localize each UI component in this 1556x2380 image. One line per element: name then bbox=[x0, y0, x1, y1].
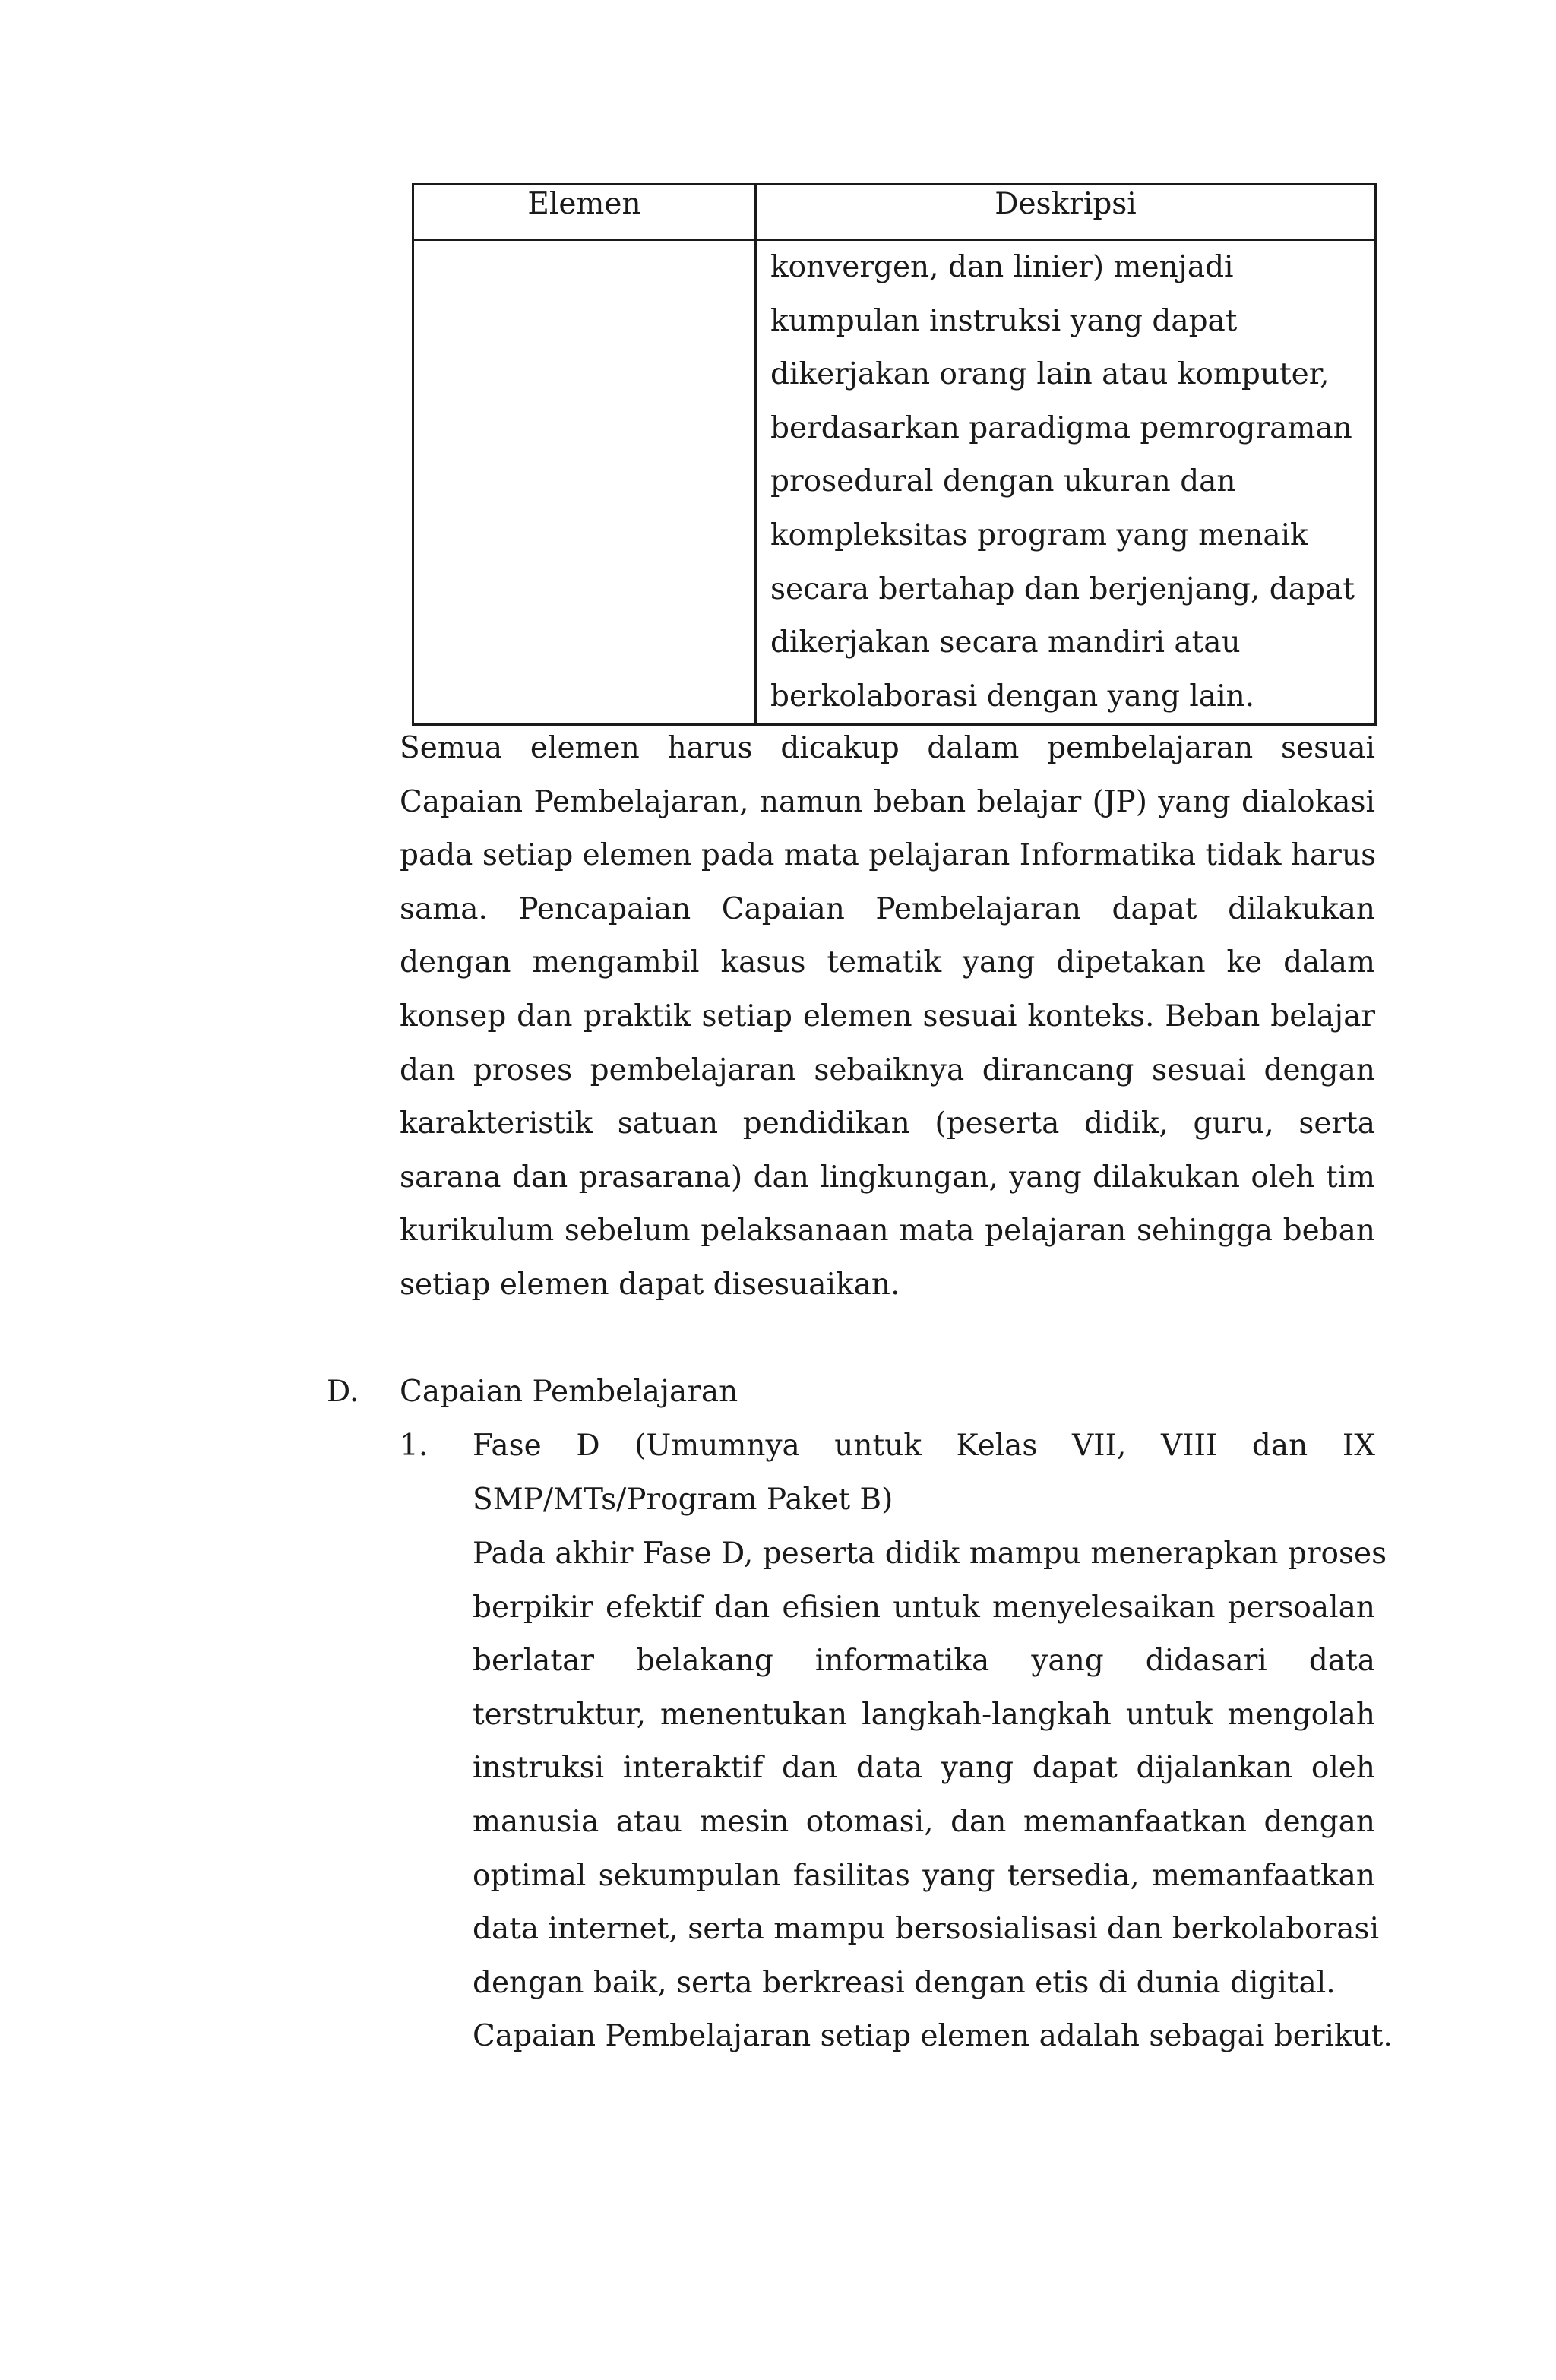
item-title-line: SMP/MTs/Program Paket B) bbox=[473, 1482, 893, 1517]
deskripsi-line: berdasarkan paradigma pemrograman bbox=[770, 410, 1352, 445]
paragraph-line: Pada akhir Fase D, peserta didik mampu menerapkan proses bbox=[473, 1537, 1387, 1571]
paragraph-line: kurikulum sebelum pelaksanaan mata pelajaran sehingga beban bbox=[400, 1214, 1375, 1249]
item-title bbox=[473, 1419, 1375, 1527]
paragraph-line: setiap elemen dapat disesuaikan. bbox=[400, 1267, 900, 1302]
section-d-heading bbox=[327, 1366, 1390, 1419]
deskripsi-line: kompleksitas program yang menaik bbox=[770, 517, 1308, 552]
paragraph-line: dan proses pembelajaran sebaiknya dirancang sesuai dengan bbox=[400, 1052, 1375, 1087]
closing-line: Capaian Pembelajaran setiap elemen adalah sebagai berikut. bbox=[473, 2019, 1393, 2053]
elemen-cell bbox=[413, 240, 756, 725]
paragraph-line: konsep dan praktik setiap elemen sesuai konteks. Beban belajar bbox=[400, 999, 1375, 1033]
deskripsi-line: secara bertahap dan berjenjang, dapat bbox=[770, 571, 1355, 606]
deskripsi-line: kumpulan instruksi yang dapat bbox=[770, 303, 1238, 338]
item-title-line: Fase D (Umumnya untuk Kelas VII, VIII dan IX bbox=[473, 1429, 1375, 1463]
deskripsi-line: dikerjakan secara mandiri atau bbox=[770, 625, 1241, 660]
deskripsi-line: dikerjakan orang lain atau komputer, bbox=[770, 357, 1330, 392]
deskripsi-line: berkolaborasi dengan yang lain. bbox=[770, 679, 1255, 714]
paragraph-line: optimal sekumpulan fasilitas yang tersedia, memanfaatkan bbox=[473, 1858, 1375, 1893]
deskripsi-line: konvergen, dan linier) menjadi bbox=[770, 250, 1234, 284]
paragraph-line: karakteristik satuan pendidikan (peserta didik, guru, serta bbox=[400, 1106, 1375, 1141]
paragraph-line: pada setiap elemen pada mata pelajaran Informatika tidak harus bbox=[400, 838, 1377, 873]
deskripsi-line: prosedural dengan ukuran dan bbox=[770, 464, 1236, 499]
paragraph-line: dengan baik, serta berkreasi dengan etis di dunia digital. bbox=[473, 1965, 1336, 2000]
closing-statement bbox=[473, 2010, 1393, 2064]
elemen-deskripsi-table bbox=[412, 183, 1377, 726]
paragraph-line: dengan mengambil kasus tematik yang dipetakan ke dalam bbox=[400, 945, 1375, 980]
paragraph-line: manusia atau mesin otomasi, dan memanfaatkan dengan bbox=[473, 1804, 1375, 1839]
paragraph-elemen-coverage bbox=[400, 722, 1375, 1312]
paragraph-line: berlatar belakang informatika yang didasari data bbox=[473, 1644, 1375, 1679]
paragraph-line: Semua elemen harus dicakup dalam pembelajaran sesuai bbox=[400, 731, 1375, 765]
table-row bbox=[413, 240, 1376, 725]
paragraph-line: terstruktur, menentukan langkah-langkah untuk mengolah bbox=[473, 1697, 1375, 1732]
section-title: Capaian Pembelajaran bbox=[400, 1375, 738, 1409]
item-marker: 1. bbox=[400, 1429, 429, 1463]
paragraph-line: instruksi interaktif dan data yang dapat dijalankan oleh bbox=[473, 1751, 1375, 1786]
deskripsi-cell bbox=[756, 240, 1376, 725]
paragraph-line: sama. Pencapaian Capaian Pembelajaran dapat dilakukan bbox=[400, 891, 1375, 926]
paragraph-line: data internet, serta mampu bersosialisasi dan berkolaborasi bbox=[473, 1912, 1380, 1947]
header-elemen: Elemen bbox=[413, 185, 756, 240]
item-1-heading bbox=[400, 1419, 1375, 1527]
table-header-row bbox=[413, 185, 1376, 240]
header-deskripsi: Deskripsi bbox=[756, 185, 1376, 240]
paragraph-line: sarana dan prasarana) dan lingkungan, yang dilakukan oleh tim bbox=[400, 1160, 1375, 1195]
section-marker: D. bbox=[327, 1375, 359, 1409]
paragraph-line: berpikir efektif dan efisien untuk menyelesaikan persoalan bbox=[473, 1590, 1375, 1625]
paragraph-fase-d bbox=[473, 1527, 1387, 2010]
paragraph-line: Capaian Pembelajaran, namun beban belajar (JP) yang dialokasi bbox=[400, 784, 1375, 819]
